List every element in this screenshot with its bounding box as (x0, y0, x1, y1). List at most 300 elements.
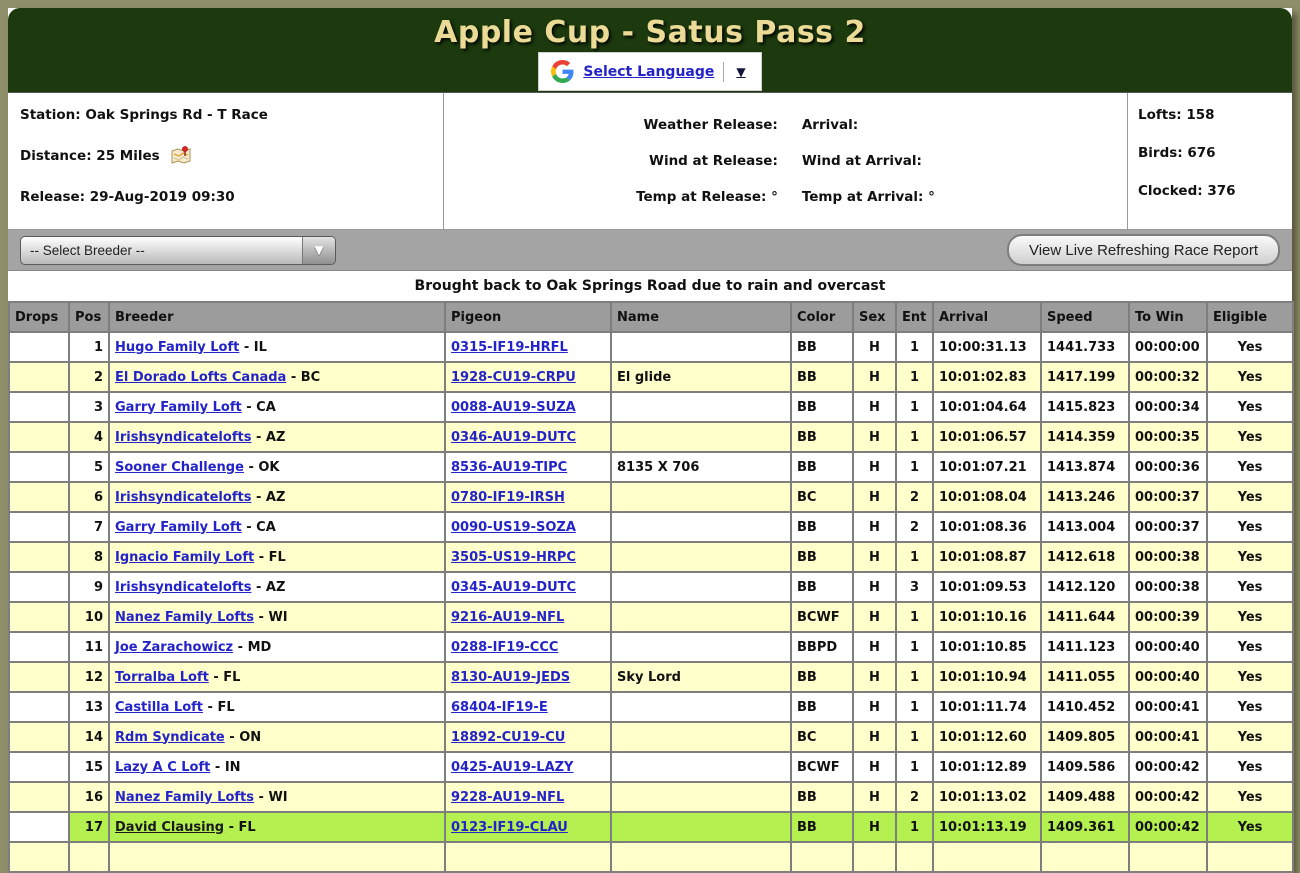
arrival-cell: 10:01:02.83 (933, 362, 1041, 392)
pos-cell: 9 (69, 572, 109, 602)
column-header-pigeon: Pigeon (445, 302, 611, 332)
drops-cell (9, 392, 69, 422)
table-row (9, 452, 1293, 482)
speed-cell: 1417.199 (1041, 362, 1129, 392)
ent-cell: 1 (896, 602, 933, 632)
table-row (9, 602, 1293, 632)
towin-cell: 00:00:37 (1129, 482, 1207, 512)
pigeon-cell (445, 662, 611, 692)
name-cell (611, 782, 791, 812)
color-cell: BB (791, 332, 853, 362)
pos-cell: 7 (69, 512, 109, 542)
pos-cell: 4 (69, 422, 109, 452)
pigeon-cell (445, 812, 611, 842)
table-row (9, 692, 1293, 722)
arrival-cell: 10:01:13.19 (933, 812, 1041, 842)
release-line (20, 189, 443, 205)
table-row (9, 632, 1293, 662)
drops-cell (9, 452, 69, 482)
speed-cell: 1411.644 (1041, 602, 1129, 632)
page-title: Apple Cup - Satus Pass 2 (434, 15, 866, 50)
color-cell: BB (791, 692, 853, 722)
breeder-cell: Torralba Loft - FL (109, 662, 445, 692)
drops-cell (9, 602, 69, 632)
select-language-link[interactable]: Select Language (583, 63, 715, 80)
pigeon-cell (445, 362, 611, 392)
pigeon-link[interactable]: 0288-IF19-CCC (451, 639, 559, 655)
arrival-cell: 10:01:07.21 (933, 452, 1041, 482)
ent-cell (896, 842, 933, 872)
breeder-link[interactable]: Nanez Family Lofts (115, 789, 254, 805)
pigeon-link[interactable]: 0346-AU19-DUTC (451, 429, 577, 445)
eligible-cell: Yes (1207, 422, 1293, 452)
content-box (8, 8, 1292, 873)
eligible-cell: Yes (1207, 782, 1293, 812)
release-text: Release: 29-Aug-2019 09:30 (20, 189, 235, 205)
eligible-cell: Yes (1207, 392, 1293, 422)
towin-cell: 00:00:41 (1129, 692, 1207, 722)
breeder-cell: Irishsyndicatelofts - AZ (109, 482, 445, 512)
towin-cell: 00:00:38 (1129, 542, 1207, 572)
breeder-cell: Garry Family Loft - CA (109, 392, 445, 422)
speed-cell: 1412.618 (1041, 542, 1129, 572)
drops-cell (9, 482, 69, 512)
breeder-link[interactable]: Garry Family Loft (115, 519, 242, 535)
arrival-cell: 10:01:08.87 (933, 542, 1041, 572)
arrival-cell: 10:01:13.02 (933, 782, 1041, 812)
pigeon-link[interactable]: 0088-AU19-SUZA (451, 399, 576, 415)
pigeon-cell (445, 332, 611, 362)
pigeon-cell (445, 422, 611, 452)
column-header-name: Name (611, 302, 791, 332)
sex-cell: H (853, 812, 896, 842)
pigeon-cell (445, 782, 611, 812)
speed-cell: 1411.123 (1041, 632, 1129, 662)
ent-cell: 2 (896, 512, 933, 542)
color-cell: BB (791, 452, 853, 482)
drops-cell (9, 542, 69, 572)
speed-cell: 1412.120 (1041, 572, 1129, 602)
speed-cell: 1413.004 (1041, 512, 1129, 542)
race-notice: Brought back to Oak Springs Road due to rain and overcast (8, 271, 1292, 301)
pos-cell: 13 (69, 692, 109, 722)
towin-cell: 00:00:34 (1129, 392, 1207, 422)
pos-cell: 5 (69, 452, 109, 482)
sex-cell: H (853, 692, 896, 722)
pigeon-cell (445, 602, 611, 632)
pos-cell: 15 (69, 752, 109, 782)
speed-cell: 1414.359 (1041, 422, 1129, 452)
eligible-cell: Yes (1207, 362, 1293, 392)
ent-cell: 2 (896, 782, 933, 812)
pigeon-link[interactable]: 1928-CU19-CRPU (451, 369, 576, 385)
name-cell (611, 692, 791, 722)
color-cell: BB (791, 812, 853, 842)
color-cell: BB (791, 662, 853, 692)
pos-cell: 11 (69, 632, 109, 662)
pigeon-link[interactable]: 0123-IF19-CLAU (451, 819, 568, 835)
table-row (9, 572, 1293, 602)
arrival-cell: 10:01:11.74 (933, 692, 1041, 722)
name-cell: Sky Lord (611, 662, 791, 692)
speed-cell: 1441.733 (1041, 332, 1129, 362)
towin-cell: 00:00:40 (1129, 632, 1207, 662)
arrival-cell: 10:01:08.36 (933, 512, 1041, 542)
name-cell (611, 512, 791, 542)
temp-release-label: Temp at Release: ° (636, 189, 778, 205)
breeder-link[interactable]: Irishsyndicatelofts (115, 579, 252, 595)
ent-cell: 1 (896, 392, 933, 422)
breeder-select[interactable] (20, 236, 336, 265)
name-cell (611, 842, 791, 872)
table-row (9, 392, 1293, 422)
towin-cell: 00:00:32 (1129, 362, 1207, 392)
sex-cell: H (853, 332, 896, 362)
eligible-cell: Yes (1207, 662, 1293, 692)
pigeon-link[interactable]: 0780-IF19-IRSH (451, 489, 565, 505)
color-cell: BC (791, 722, 853, 752)
color-cell: BB (791, 422, 853, 452)
breeder-cell: Joe Zarachowicz - MD (109, 632, 445, 662)
pigeon-link[interactable]: 0090-US19-SOZA (451, 519, 576, 535)
pigeon-cell (445, 842, 611, 872)
pos-cell (69, 842, 109, 872)
breeder-link[interactable]: Ignacio Family Loft (115, 549, 255, 565)
drops-cell (9, 572, 69, 602)
pigeon-link[interactable]: 3505-US19-HRPC (451, 549, 576, 565)
station-line (20, 107, 443, 123)
column-header-speed: Speed (1041, 302, 1129, 332)
column-header-arrival: Arrival (933, 302, 1041, 332)
breeder-link[interactable]: Irishsyndicatelofts (115, 489, 252, 505)
arrival-cell: 10:01:12.60 (933, 722, 1041, 752)
towin-cell: 00:00:41 (1129, 722, 1207, 752)
speed-cell: 1413.246 (1041, 482, 1129, 512)
weather-info-panel (444, 93, 1128, 229)
column-header-pos: Pos (69, 302, 109, 332)
breeder-cell: Irishsyndicatelofts - AZ (109, 422, 445, 452)
sex-cell (853, 842, 896, 872)
pos-cell: 2 (69, 362, 109, 392)
breeder-link[interactable]: David Clausing (115, 819, 225, 835)
sex-cell: H (853, 482, 896, 512)
color-cell: BB (791, 392, 853, 422)
pos-cell: 16 (69, 782, 109, 812)
breeder-link[interactable]: Castilla Loft (115, 699, 204, 715)
breeder-link[interactable]: Joe Zarachowicz (115, 639, 234, 655)
speed-cell (1041, 842, 1129, 872)
station-info-panel (8, 93, 444, 229)
translate-dropdown-arrow-icon[interactable]: ▼ (736, 64, 746, 79)
sex-cell: H (853, 392, 896, 422)
breeder-link[interactable]: Irishsyndicatelofts (115, 429, 252, 445)
table-row (9, 422, 1293, 452)
ent-cell: 1 (896, 542, 933, 572)
pos-cell: 6 (69, 482, 109, 512)
towin-cell: 00:00:00 (1129, 332, 1207, 362)
name-cell (611, 392, 791, 422)
arrival-cell (933, 842, 1041, 872)
name-cell (611, 602, 791, 632)
color-cell: BC (791, 482, 853, 512)
name-cell (611, 422, 791, 452)
column-header-breeder: Breeder (109, 302, 445, 332)
towin-cell: 00:00:35 (1129, 422, 1207, 452)
pigeon-link[interactable]: 18892-CU19-CU (451, 729, 566, 745)
breeder-link[interactable]: Hugo Family Loft (115, 339, 240, 355)
drops-cell (9, 692, 69, 722)
pigeon-cell (445, 452, 611, 482)
clocked-count: Clocked: 376 (1138, 183, 1236, 199)
speed-cell: 1410.452 (1041, 692, 1129, 722)
color-cell: BB (791, 362, 853, 392)
eligible-cell: Yes (1207, 752, 1293, 782)
pigeon-cell (445, 692, 611, 722)
pigeon-cell (445, 752, 611, 782)
table-row (9, 362, 1293, 392)
speed-cell: 1409.361 (1041, 812, 1129, 842)
table-row (9, 332, 1293, 362)
sex-cell: H (853, 572, 896, 602)
ent-cell: 1 (896, 632, 933, 662)
name-cell (611, 752, 791, 782)
pigeon-cell (445, 542, 611, 572)
pigeon-cell (445, 722, 611, 752)
breeder-cell: Nanez Family Lofts - WI (109, 782, 445, 812)
pigeon-link[interactable]: 68404-IF19-E (451, 699, 548, 715)
table-row (9, 812, 1293, 842)
table-row (9, 782, 1293, 812)
breeder-cell: Irishsyndicatelofts - AZ (109, 572, 445, 602)
towin-cell: 00:00:38 (1129, 572, 1207, 602)
breeder-cell: Nanez Family Lofts - WI (109, 602, 445, 632)
breeder-cell: El Dorado Lofts Canada - BC (109, 362, 445, 392)
pigeon-link[interactable]: 0345-AU19-DUTC (451, 579, 577, 595)
breeder-cell: Rdm Syndicate - ON (109, 722, 445, 752)
distance-line (20, 145, 443, 167)
eligible-cell: Yes (1207, 602, 1293, 632)
eligible-cell (1207, 842, 1293, 872)
color-cell: BCWF (791, 602, 853, 632)
breeder-cell: Ignacio Family Loft - FL (109, 542, 445, 572)
eligible-cell: Yes (1207, 812, 1293, 842)
sex-cell: H (853, 782, 896, 812)
towin-cell: 00:00:42 (1129, 752, 1207, 782)
drops-cell (9, 782, 69, 812)
results-header-row (9, 302, 1293, 332)
pigeon-cell (445, 572, 611, 602)
ent-cell: 1 (896, 692, 933, 722)
column-header-color: Color (791, 302, 853, 332)
sex-cell: H (853, 422, 896, 452)
pigeon-link[interactable]: 8130-AU19-JEDS (451, 669, 571, 685)
drops-cell (9, 662, 69, 692)
color-cell (791, 842, 853, 872)
eligible-cell: Yes (1207, 332, 1293, 362)
towin-cell (1129, 842, 1207, 872)
pigeon-cell (445, 512, 611, 542)
eligible-cell: Yes (1207, 572, 1293, 602)
view-live-report-button[interactable]: View Live Refreshing Race Report (1007, 234, 1280, 266)
column-header-drops: Drops (9, 302, 69, 332)
column-header-to-win: To Win (1129, 302, 1207, 332)
arrival-cell: 10:01:08.04 (933, 482, 1041, 512)
eligible-cell: Yes (1207, 542, 1293, 572)
pigeon-link[interactable]: 8536-AU19-TIPC (451, 459, 568, 475)
race-info-section (8, 93, 1292, 230)
breeder-cell: Castilla Loft - FL (109, 692, 445, 722)
distance-text: Distance: 25 Miles (20, 148, 160, 164)
breeder-cell: Garry Family Loft - CA (109, 512, 445, 542)
ent-cell: 1 (896, 812, 933, 842)
pigeon-link[interactable]: 9216-AU19-NFL (451, 609, 565, 625)
arrival-cell: 10:01:12.89 (933, 752, 1041, 782)
pos-cell: 1 (69, 332, 109, 362)
name-cell: 8135 X 706 (611, 452, 791, 482)
drops-cell (9, 752, 69, 782)
table-row (9, 542, 1293, 572)
ent-cell: 1 (896, 362, 933, 392)
sex-cell: H (853, 752, 896, 782)
table-row (9, 752, 1293, 782)
name-cell (611, 542, 791, 572)
name-cell (611, 722, 791, 752)
drops-cell (9, 812, 69, 842)
ent-cell: 1 (896, 452, 933, 482)
drops-cell (9, 422, 69, 452)
lofts-count: Lofts: 158 (1138, 107, 1215, 123)
arrival-cell: 10:01:06.57 (933, 422, 1041, 452)
arrival-cell: 10:01:10.94 (933, 662, 1041, 692)
color-cell: BBPD (791, 632, 853, 662)
birds-count: Birds: 676 (1138, 145, 1216, 161)
column-header-sex: Sex (853, 302, 896, 332)
ent-cell: 1 (896, 662, 933, 692)
name-cell (611, 482, 791, 512)
ent-cell: 1 (896, 422, 933, 452)
station-text: Station: Oak Springs Rd - T Race (20, 107, 268, 123)
breeder-link[interactable]: Garry Family Loft (115, 399, 242, 415)
eligible-cell: Yes (1207, 512, 1293, 542)
breeder-cell (109, 842, 445, 872)
translate-separator (723, 62, 724, 82)
breeder-link[interactable]: Nanez Family Lofts (115, 609, 254, 625)
ent-cell: 1 (896, 332, 933, 362)
arrival-cell: 10:01:10.85 (933, 632, 1041, 662)
wind-release-label: Wind at Release: (649, 153, 778, 169)
temp-arrival-label: Temp at Arrival: ° (801, 189, 935, 205)
breeder-cell: David Clausing - FL (109, 812, 445, 842)
name-cell: El glide (611, 362, 791, 392)
name-cell (611, 632, 791, 662)
pos-cell: 12 (69, 662, 109, 692)
google-logo-icon (551, 60, 574, 83)
pos-cell: 17 (69, 812, 109, 842)
ent-cell: 2 (896, 482, 933, 512)
name-cell (611, 812, 791, 842)
pigeon-link[interactable]: 9228-AU19-NFL (451, 789, 565, 805)
speed-cell: 1411.055 (1041, 662, 1129, 692)
breeder-cell: Sooner Challenge - OK (109, 452, 445, 482)
color-cell: BB (791, 512, 853, 542)
speed-cell: 1413.874 (1041, 452, 1129, 482)
table-row (9, 722, 1293, 752)
drops-cell (9, 362, 69, 392)
sex-cell: H (853, 542, 896, 572)
google-translate-widget[interactable] (538, 52, 761, 91)
color-cell: BB (791, 782, 853, 812)
pigeon-link[interactable]: 0315-IF19-HRFL (451, 339, 568, 355)
eligible-cell: Yes (1207, 692, 1293, 722)
breeder-link[interactable]: Sooner Challenge (115, 459, 244, 475)
arrival-cell: 10:00:31.13 (933, 332, 1041, 362)
drops-cell (9, 722, 69, 752)
column-header-ent: Ent (896, 302, 933, 332)
towin-cell: 00:00:42 (1129, 782, 1207, 812)
drops-cell (9, 512, 69, 542)
towin-cell: 00:00:36 (1129, 452, 1207, 482)
name-cell (611, 332, 791, 362)
results-table-body (9, 332, 1293, 872)
speed-cell: 1409.805 (1041, 722, 1129, 752)
breeder-cell: Hugo Family Loft - IL (109, 332, 445, 362)
breeder-link[interactable]: Rdm Syndicate (115, 729, 225, 745)
towin-cell: 00:00:37 (1129, 512, 1207, 542)
table-row (9, 482, 1293, 512)
pos-cell: 3 (69, 392, 109, 422)
sex-cell: H (853, 722, 896, 752)
arrival-cell: 10:01:04.64 (933, 392, 1041, 422)
toolbar (8, 230, 1292, 271)
column-header-eligible: Eligible (1207, 302, 1293, 332)
table-row (9, 662, 1293, 692)
table-row (9, 842, 1293, 872)
color-cell: BB (791, 572, 853, 602)
breeder-cell: Lazy A C Loft - IN (109, 752, 445, 782)
sex-cell: H (853, 452, 896, 482)
color-cell: BB (791, 542, 853, 572)
pigeon-link[interactable]: 0425-AU19-LAZY (451, 759, 574, 775)
breeder-link[interactable]: Torralba Loft (115, 669, 209, 685)
pos-cell: 10 (69, 602, 109, 632)
speed-cell: 1409.488 (1041, 782, 1129, 812)
wind-arrival-label: Wind at Arrival: (801, 153, 922, 169)
sex-cell: H (853, 662, 896, 692)
drops-cell (9, 632, 69, 662)
weather-release-label: Weather Release: (643, 117, 778, 133)
speed-cell: 1415.823 (1041, 392, 1129, 422)
weather-arrival-label: Arrival: (801, 117, 859, 133)
select-dropdown-arrow-icon[interactable]: ▼ (302, 237, 335, 264)
pigeon-cell (445, 482, 611, 512)
sex-cell: H (853, 512, 896, 542)
name-cell (611, 572, 791, 602)
breeder-link[interactable]: El Dorado Lofts Canada (115, 369, 287, 385)
breeder-link[interactable]: Lazy A C Loft (115, 759, 211, 775)
speed-cell: 1409.586 (1041, 752, 1129, 782)
pos-cell: 14 (69, 722, 109, 752)
results-table (8, 301, 1294, 873)
towin-cell: 00:00:39 (1129, 602, 1207, 632)
sex-cell: H (853, 602, 896, 632)
drops-cell (9, 842, 69, 872)
breeder-select-value: -- Select Breeder -- (30, 242, 145, 258)
eligible-cell: Yes (1207, 722, 1293, 752)
sex-cell: H (853, 632, 896, 662)
page-banner (8, 8, 1292, 93)
map-icon[interactable] (170, 145, 192, 167)
table-row (9, 512, 1293, 542)
